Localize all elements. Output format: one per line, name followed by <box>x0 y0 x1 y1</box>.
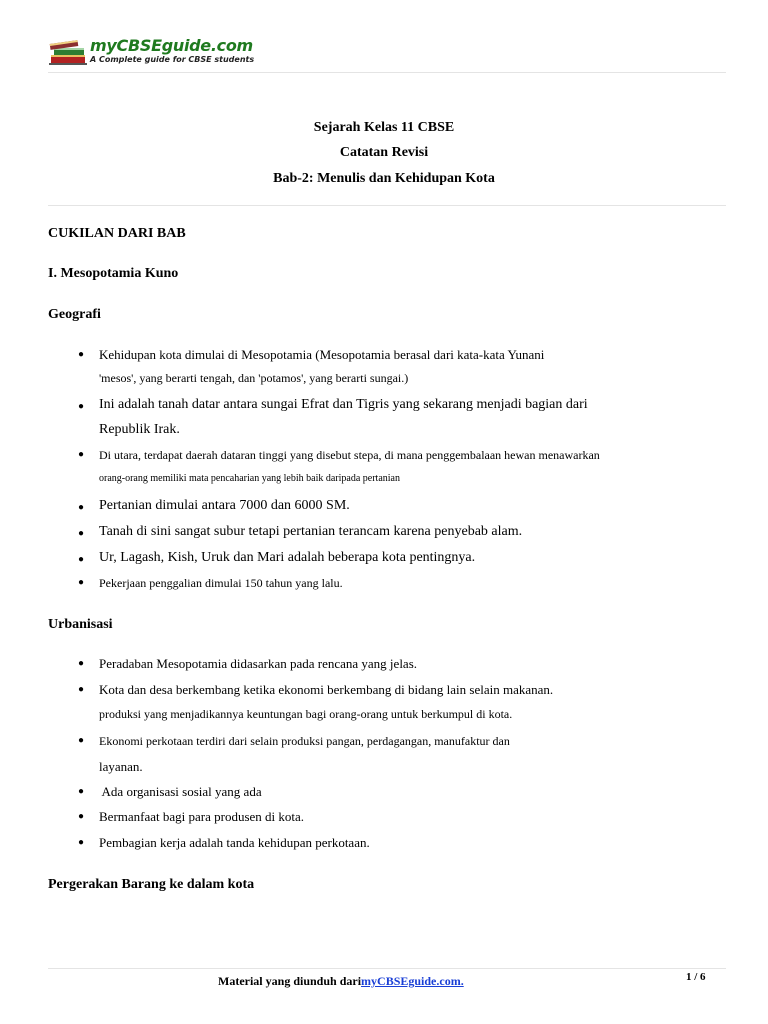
bullet-icon: ● <box>78 786 85 797</box>
bullet-icon: ● <box>78 349 85 360</box>
footer-divider <box>48 968 726 969</box>
list-item-text: Pembagian kerja adalah tanda kehidupan perkotaan. <box>99 835 370 850</box>
page-number: 1 / 6 <box>686 971 706 983</box>
list-item-continuation: orang-orang memiliki mata pencaharian yang lebih baik daripada pertanian <box>99 473 400 484</box>
logo-word-cbse: CBSE <box>116 36 162 55</box>
bullet-icon: ● <box>78 528 85 539</box>
document-subtitle: Catatan Revisi <box>339 145 429 160</box>
list-item-text: Di utara, terdapat daerah dataran tinggi yang disebut stepa, di mana penggembalaan hewan menawarkan <box>99 448 600 462</box>
stacked-books-icon <box>48 38 88 66</box>
document-title: Sejarah Kelas 11 CBSE <box>313 120 455 135</box>
subsection-heading: I. Mesopotamia Kuno <box>48 266 179 281</box>
bullet-icon: ● <box>78 554 85 565</box>
list-item-continuation: produksi yang menjadikannya keuntungan bagi orang-orang untuk berkumpul di kota. <box>99 707 513 721</box>
chapter-title: Bab-2: Menulis dan Kehidupan Kota <box>273 171 495 186</box>
urbanisasi-heading: Urbanisasi <box>48 617 113 632</box>
bullet-icon: ● <box>78 837 85 848</box>
title-divider <box>48 205 726 206</box>
bullet-icon: ● <box>78 658 85 669</box>
logo-word-guide: guide.com <box>161 36 253 55</box>
bullet-icon: ● <box>78 684 85 695</box>
list-item-text: Ada organisasi sosial yang ada <box>99 784 262 799</box>
list-item-text: Ekonomi perkotaan terdiri dari selain produksi pangan, perdagangan, manufaktur dan <box>99 734 510 748</box>
bullet-icon: ● <box>78 735 85 746</box>
header-divider <box>48 72 726 73</box>
list-item-text: Kota dan desa berkembang ketika ekonomi berkembang di bidang lain selain makanan. <box>99 682 554 697</box>
footer-link[interactable]: myCBSEguide.com. <box>361 974 464 988</box>
logo-word-my: my <box>90 36 117 55</box>
footer-prefix: Material yang diunduh dari <box>218 974 362 988</box>
logo-tagline: A Complete guide for CBSE students <box>90 55 255 64</box>
list-item-text: Pekerjaan penggalian dimulai 150 tahun yang lalu. <box>99 576 343 590</box>
bullet-icon: ● <box>78 401 85 412</box>
next-section-heading: Pergerakan Barang ke dalam kota <box>48 877 255 892</box>
footer-note <box>218 973 481 989</box>
list-item-text: Kehidupan kota dimulai di Mesopotamia (Mesopotamia berasal dari kata-kata Yunani <box>99 347 545 362</box>
list-item-text: Ini adalah tanah datar antara sungai Efrat dan Tigris yang sekarang menjadi bagian dari <box>99 397 588 412</box>
bullet-icon: ● <box>78 449 85 460</box>
geografi-heading: Geografi <box>48 307 101 322</box>
list-item-text: Pertanian dimulai antara 7000 dan 6000 SM. <box>99 498 350 513</box>
list-item-text: Peradaban Mesopotamia didasarkan pada rencana yang jelas. <box>99 656 418 671</box>
section-heading: CUKILAN DARI BAB <box>48 226 186 241</box>
bullet-icon: ● <box>78 577 85 588</box>
bullet-icon: ● <box>78 502 85 513</box>
list-item-continuation: layanan. <box>99 759 143 774</box>
site-logo[interactable] <box>48 36 288 70</box>
list-item-continuation: Republik Irak. <box>99 422 180 437</box>
list-item-continuation: 'mesos', yang berarti tengah, dan 'potamos', yang berarti sungai.) <box>99 371 409 385</box>
logo-wordmark <box>90 36 253 55</box>
list-item-text: Tanah di sini sangat subur tetapi pertanian terancam karena penyebab alam. <box>99 524 523 539</box>
list-item-text: Bermanfaat bagi para produsen di kota. <box>99 809 305 824</box>
list-item-text: Ur, Lagash, Kish, Uruk dan Mari adalah beberapa kota pentingnya. <box>99 550 476 565</box>
bullet-icon: ● <box>78 811 85 822</box>
